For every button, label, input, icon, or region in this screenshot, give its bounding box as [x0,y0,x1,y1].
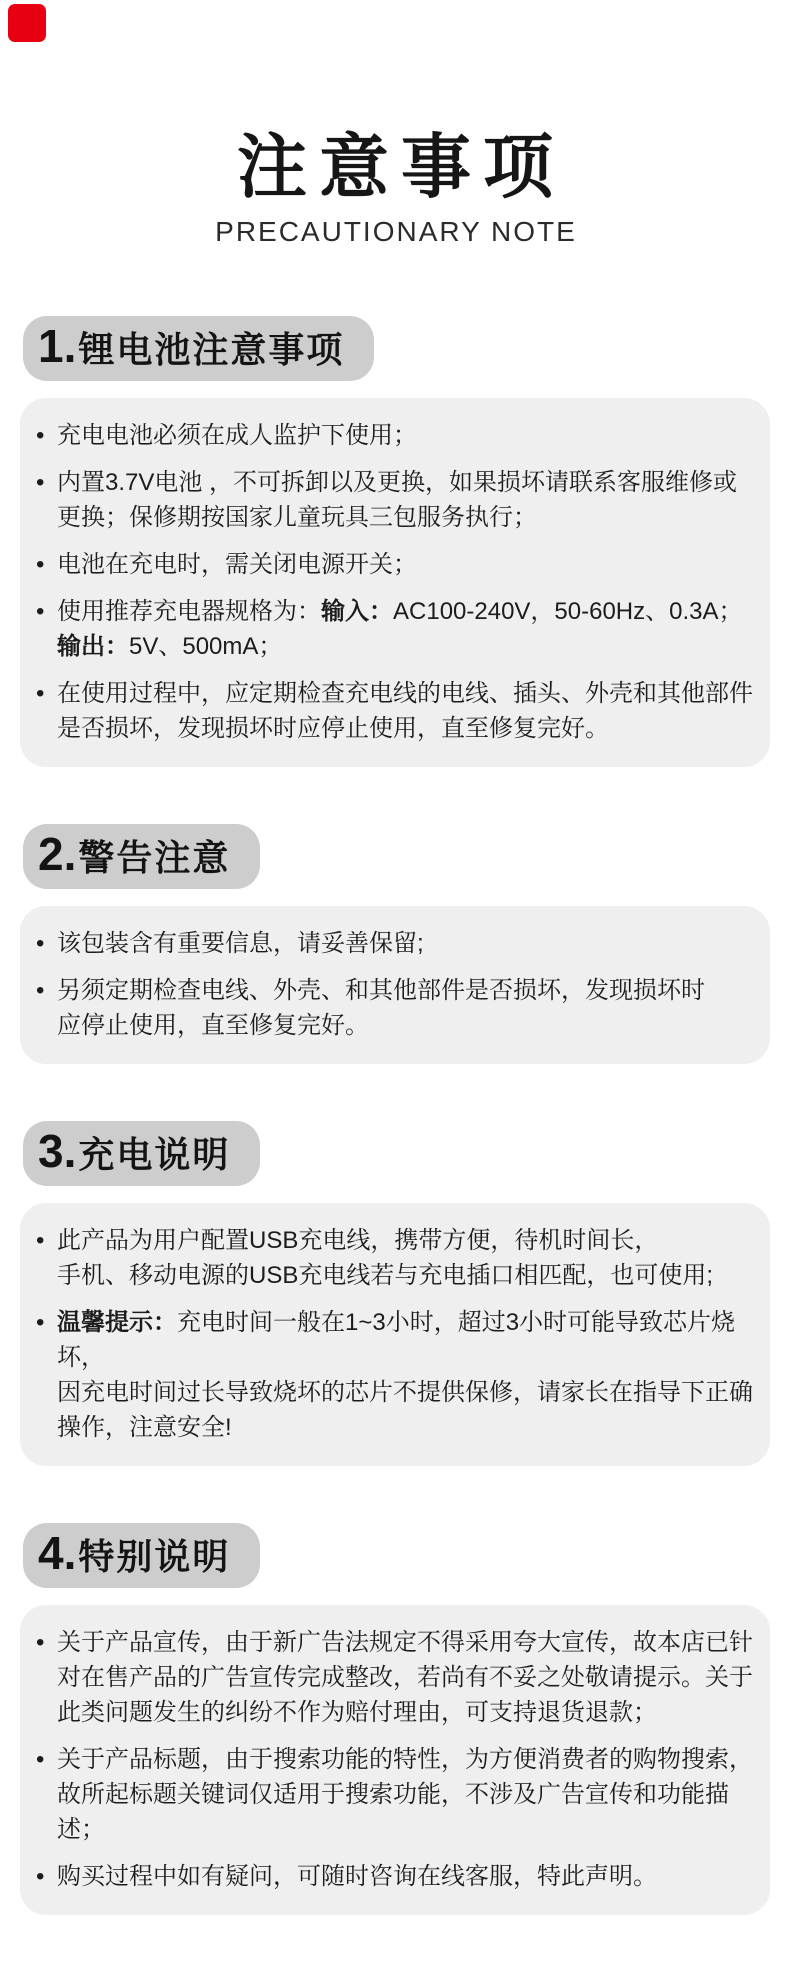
bullet-item [32,1223,754,1293]
bullet-dot-icon: • [36,1629,45,1656]
bullet-text: 温馨提示：充电时间一般在1~3小时，超过3小时可能导致芯片烧坏， 因充电时间过长导致烧坏的芯片不提供保修，请家长在指导下正确 操作，注意安全! [57,1309,753,1441]
bullet-text: 充电电池必须在成人监护下使用； [57,422,417,449]
bullet-list [32,926,754,1043]
bullet-text: 此产品为用户配置USB充电线，携带方便，待机时间长， 手机、移动电源的USB充电线若与充电插口相匹配，也可使用; [57,1227,714,1289]
bullet-dot-icon: • [36,1309,45,1336]
bullet-item [32,973,754,1043]
bullet-text: 关于产品标题，由于搜索功能的特性，为方便消费者的购物搜索， 故所起标题关键词仅适用于搜索功能，不涉及广告宣传和功能描述； [57,1746,753,1843]
bullet-dot-icon: • [36,977,45,1004]
section-number: 4. [38,1527,77,1579]
section-panel [20,906,770,1064]
section-panel [20,398,770,767]
bullet-item [32,594,754,664]
bullet-item [32,926,754,961]
section-panel [20,1605,770,1915]
bullet-item [32,1859,754,1894]
section-title: 充电说明 [78,1134,231,1175]
bullet-list [32,1625,754,1894]
section-number: 1. [38,320,77,372]
page-subtitle: PRECAUTIONARY NOTE [215,216,577,247]
section [20,316,770,767]
bullet-dot-icon: • [36,551,45,578]
section [20,1523,770,1915]
bullet-item [32,465,754,535]
bullet-text: 在使用过程中，应定期检查充电线的电线、插头、外壳和其他部件 是否损坏，发现损坏时应停止使用，直至修复完好。 [57,680,753,742]
section-header-pill [23,316,374,381]
section-number: 3. [38,1125,77,1177]
section-header-pill [23,1121,260,1186]
bullet-dot-icon: • [36,1746,45,1773]
bullet-text: 内置3.7V电池 ，不可拆卸以及更换，如果损坏请联系客服维修或 更换；保修期按国家儿童玩具三包服务执行； [57,469,738,531]
bullet-dot-icon: • [36,598,45,625]
bullet-list [32,1223,754,1445]
bullet-item [32,1625,754,1730]
bullet-text: 另须定期检查电线、外壳、和其他部件是否损坏，发现损坏时 应停止使用，直至修复完好。 [57,977,705,1039]
section-title: 特别说明 [78,1536,231,1577]
red-corner-badge [8,4,46,42]
bullet-dot-icon: • [36,930,45,957]
content [0,316,790,1915]
section [20,824,770,1064]
bullet-text: 该包装含有重要信息，请妥善保留; [57,930,424,957]
bullet-item [32,1742,754,1847]
bullet-text: 购买过程中如有疑问，可随时咨询在线客服，特此声明。 [57,1863,657,1890]
bullet-dot-icon: • [36,1863,45,1890]
section-header-pill [23,824,260,889]
bullet-list [32,418,754,746]
bullet-text: 关于产品宣传，由于新广告法规定不得采用夸大宣传，故本店已针 对在售产品的广告宣传完成整改，若尚有不妥之处敬请提示。关于 此类问题发生的纠纷不作为赔付理由，可支持退货退款； [57,1629,753,1726]
bullet-item [32,676,754,746]
bullet-item [32,418,754,453]
section-panel [20,1203,770,1466]
section [20,1121,770,1466]
section-title: 警告注意 [78,837,231,878]
bullet-dot-icon: • [36,680,45,707]
section-number: 2. [38,828,77,880]
section-title: 锂电池注意事项 [78,329,345,370]
bullet-item [32,1305,754,1445]
bullet-dot-icon: • [36,1227,45,1254]
bullet-dot-icon: • [36,469,45,496]
section-header-pill [23,1523,260,1588]
page-header [0,0,790,247]
bullet-text: 使用推荐充电器规格为：输入：AC100-240V，50-60Hz、0.3A； 输出：5V、500mA； [57,598,743,660]
bullet-text: 电池在充电时，需关闭电源开关； [57,551,417,578]
bullet-dot-icon: • [36,422,45,449]
page-title: 注意事项 [237,128,565,206]
bullet-item [32,547,754,582]
